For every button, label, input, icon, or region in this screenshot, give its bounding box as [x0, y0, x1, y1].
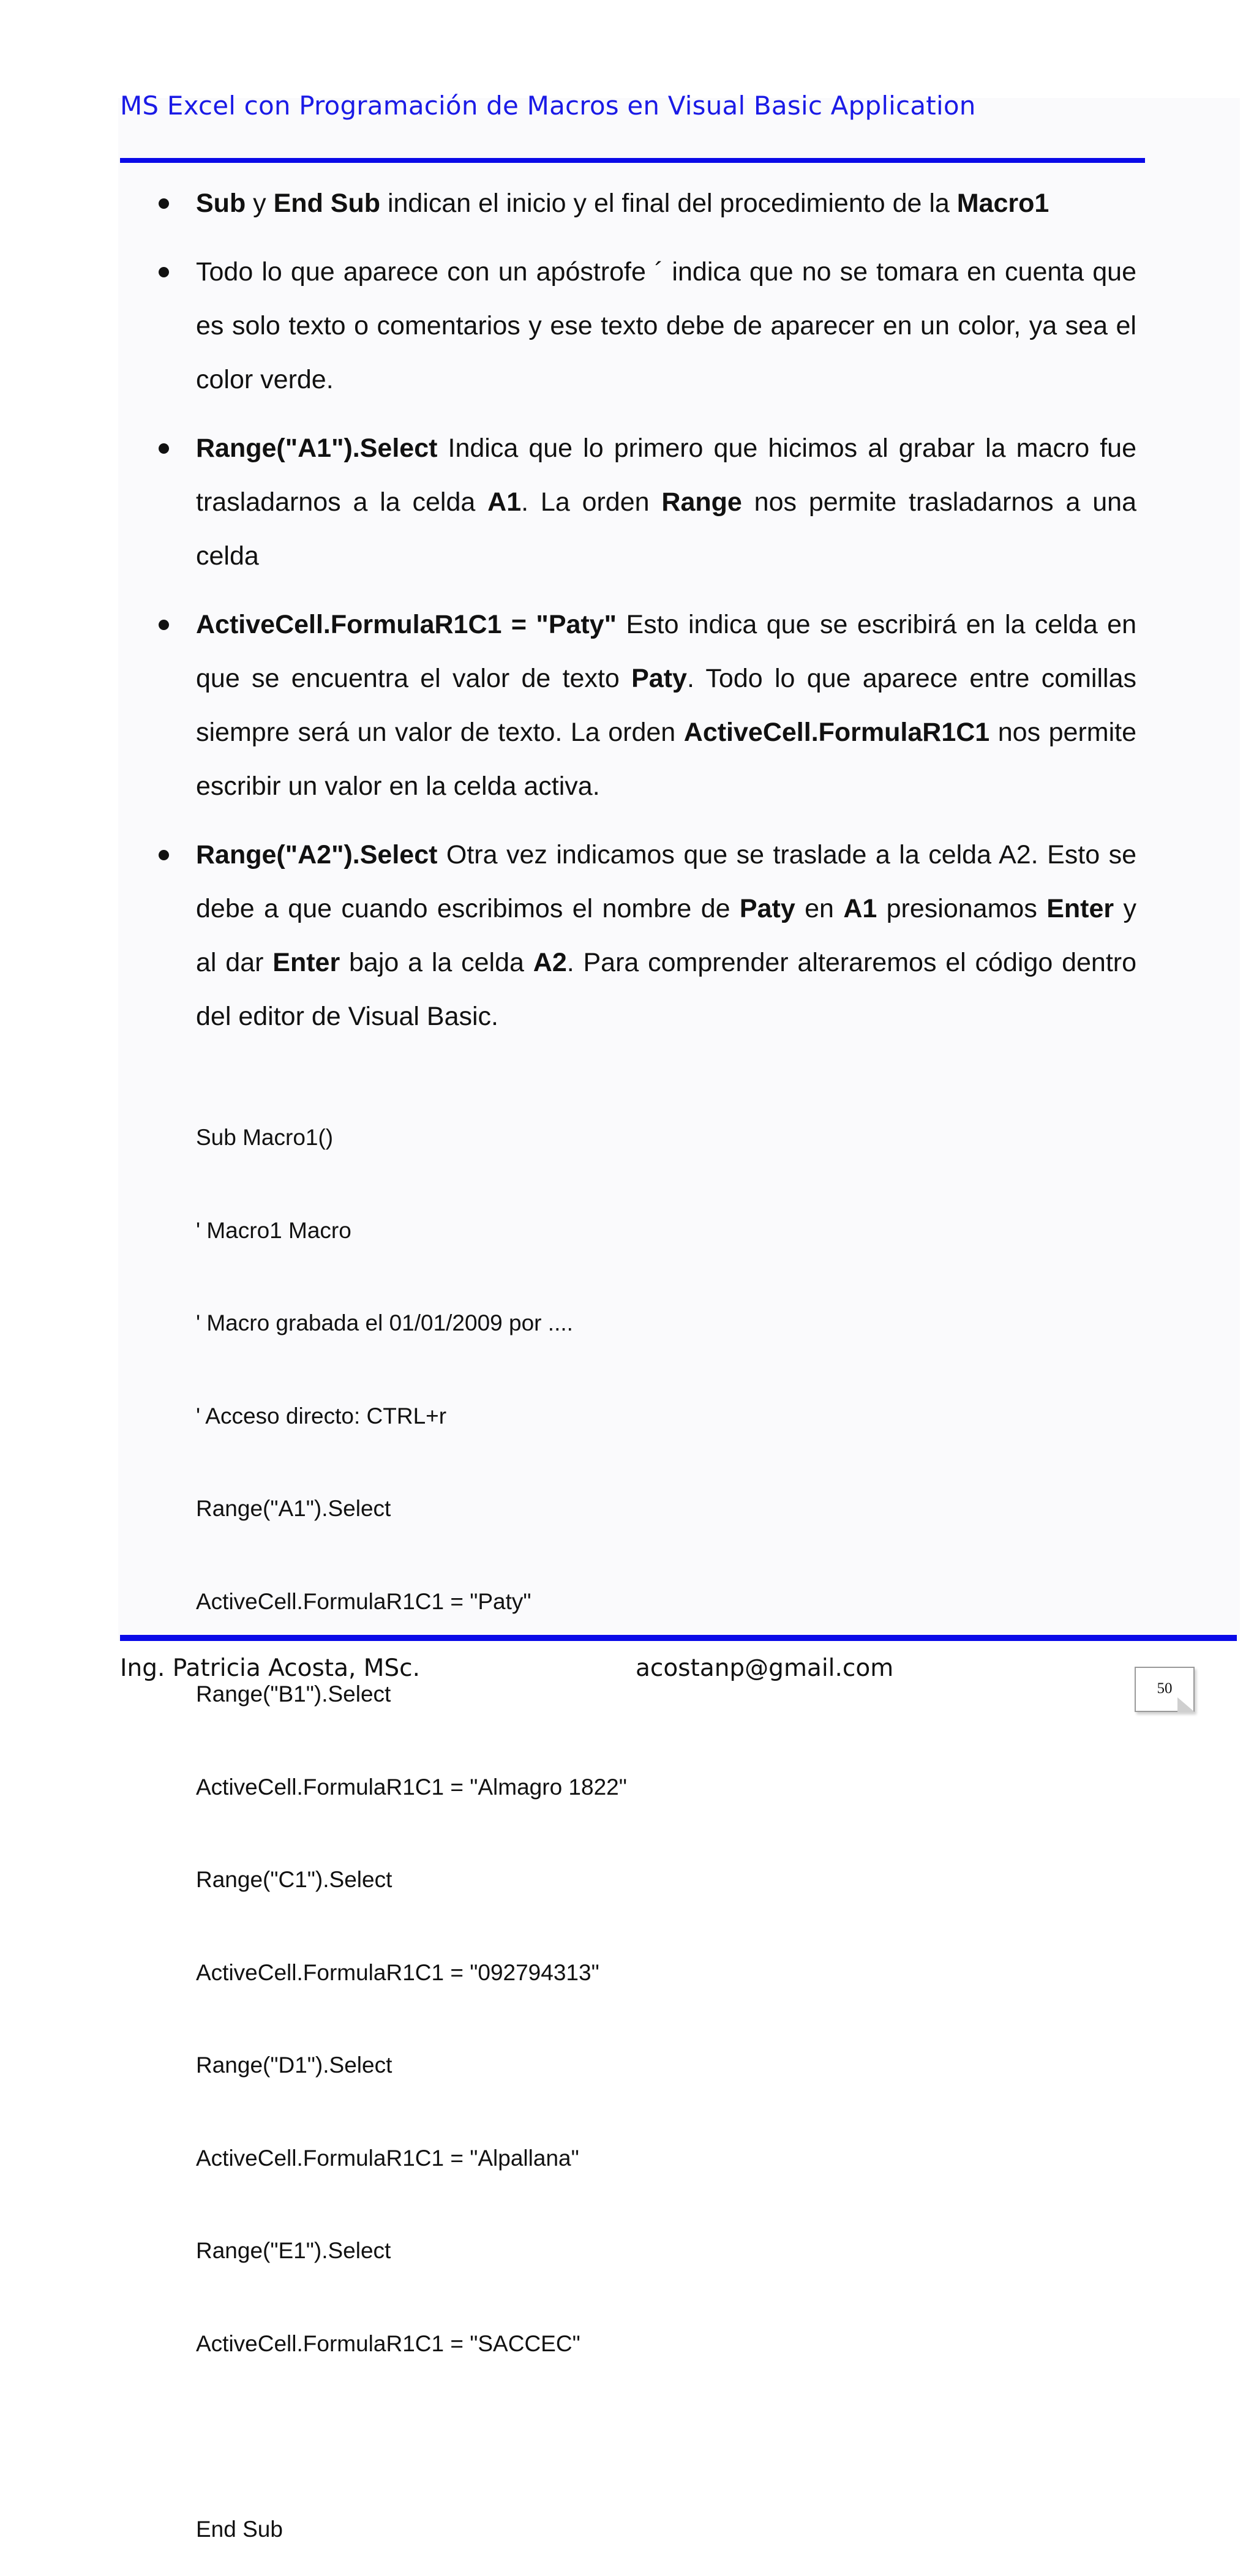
body-text: . Todo lo que aparece entre comillas siempre será un valor de texto. La orden [196, 664, 1137, 747]
bullet-item-range-a2 [120, 828, 1136, 1043]
body-text: Esto indica que se escribirá en la celda en que se encuentra el valor de texto [196, 610, 1137, 693]
bold-text: ActiveCell.FormulaR1C1 [683, 718, 990, 747]
bullet-item-activecell [120, 598, 1136, 813]
page-number-box [1135, 1667, 1195, 1712]
bold-text: Paty [739, 894, 795, 923]
bold-text: Macro1 [956, 189, 1049, 218]
bold-text: A1 [487, 487, 522, 517]
code-line: Range("B1").Select [196, 1681, 391, 1707]
body-text: presionamos [877, 894, 1047, 923]
bullet-item-sub-end-sub [120, 176, 1136, 230]
code-line: Range("E1").Select [196, 2238, 391, 2263]
bullet-dot-icon [159, 198, 169, 209]
code-line: End Sub [196, 2516, 283, 2542]
code-line: ActiveCell.FormulaR1C1 = "Paty" [196, 1588, 531, 1614]
bold-text: End Sub [273, 189, 380, 218]
bullet-item-apostrophe [120, 245, 1136, 407]
bold-text: Enter [1046, 894, 1114, 923]
bold-text: Sub [196, 189, 246, 218]
page-curl-icon [1177, 1697, 1195, 1712]
bold-text: Paty [631, 664, 687, 693]
code-line: ' Macro1 Macro [196, 1217, 351, 1243]
body-text: en [795, 894, 844, 923]
body-text: Otra vez indicamos que se traslade a la celda A2. Esto se debe a que cuando escribimos el nombre de [196, 840, 1136, 923]
bullet-dot-icon [159, 443, 169, 454]
code-line: ' Macro grabada el 01/01/2009 por .... [196, 1310, 573, 1335]
bold-text: Enter [272, 948, 340, 977]
page-number: 50 [1157, 1680, 1173, 1697]
body-text: Indica que lo primero que hicimos al grabar la macro fue trasladarnos a la celda [196, 434, 1136, 517]
bullet-dot-icon [159, 267, 169, 277]
bold-text: A2 [533, 948, 567, 977]
bold-text: Range("A1").Select [196, 434, 438, 463]
code-line: Sub Macro1() [196, 1125, 334, 1150]
header-rule [120, 158, 1145, 163]
bold-text: A1 [843, 894, 877, 923]
bullet-item-range-a1 [120, 421, 1136, 583]
code-line: ActiveCell.FormulaR1C1 = "Almagro 1822" [196, 1774, 627, 1800]
code-line: Range("A1").Select [196, 1496, 391, 1521]
code-line: Range("C1").Select [196, 1867, 392, 1892]
body-text: y [246, 189, 274, 218]
bullet-dot-icon [159, 620, 169, 630]
bold-text: Range("A2").Select [196, 840, 438, 869]
code-line: ' Acceso directo: CTRL+r [196, 1403, 447, 1429]
body-text: y al dar [196, 894, 1136, 977]
code-line: ActiveCell.FormulaR1C1 = "Alpallana" [196, 2145, 579, 2171]
code-line: Range("D1").Select [196, 2052, 392, 2078]
footer-rule [120, 1635, 1237, 1641]
body-text: nos permite escribir un valor en la celda activa. [196, 718, 1136, 801]
vba-code-block [196, 1061, 627, 2576]
bold-text: ActiveCell.FormulaR1C1 = "Paty" [196, 610, 617, 639]
body-text: . Para comprender alteraremos el código dentro del editor de Visual Basic. [196, 948, 1136, 1031]
body-text: nos permite trasladarnos a una celda [196, 487, 1136, 571]
bullet-dot-icon [159, 850, 169, 860]
code-line: ActiveCell.FormulaR1C1 = "092794313" [196, 1959, 599, 1985]
body-text: Todo lo que aparece con un apóstrofe ´ indica que no se tomara en cuenta que es solo texto o comentarios y ese texto debe de aparecer en un color, ya sea el color verde. [196, 257, 1136, 394]
code-line: ActiveCell.FormulaR1C1 = "SACCEC" [196, 2330, 580, 2356]
footer-email: acostanp@gmail.com [636, 1654, 894, 1682]
body-text: indican el inicio y el final del procedimiento de la [380, 189, 957, 218]
bullet-list [120, 176, 1136, 1058]
bold-text: Range [661, 487, 742, 517]
body-text: bajo a la celda [340, 948, 533, 977]
code-line-blank [196, 2421, 627, 2452]
page-header-title: MS Excel con Programación de Macros en Visual Basic Application [120, 91, 976, 121]
footer-author: Ing. Patricia Acosta, MSc. [120, 1654, 421, 1682]
body-text: . La orden [521, 487, 662, 517]
